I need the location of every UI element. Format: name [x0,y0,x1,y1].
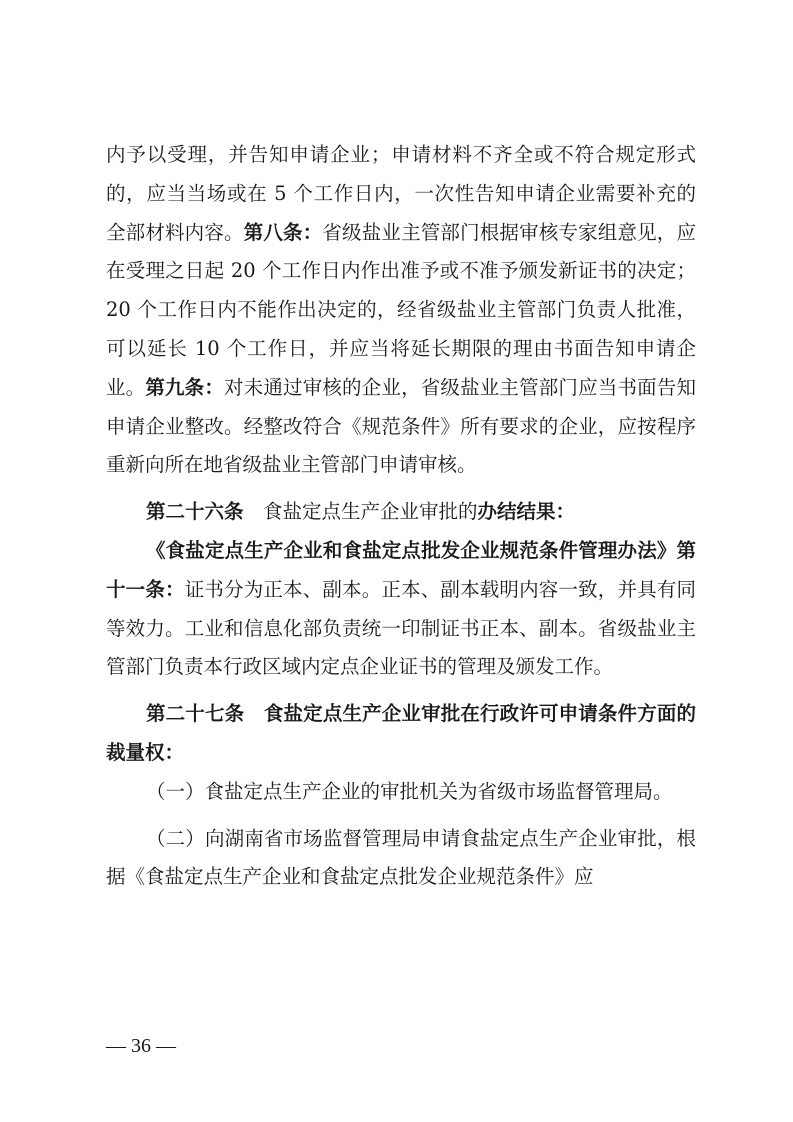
text-segment: 对未通过审核的企业，省级盐业主管部门应当书面告知申请企业整改。经整改符合《规范条件》所有要求的企业，应按程序重新向所在地省级盐业主管部门申请审核。 [106,375,696,477]
text-segment: 证书分为正本、副本。正本、副本载明内容一致，并具有同等效力。工业和信息化部负责统一印制证书正本、副本。省级盐业主管部门负责本行政区域内定点企业证书的管理及颁发工作。 [106,577,696,679]
article-heading: 第二十六条 [146,500,244,524]
text-segment: （一）食盐定点生产企业的审批机关为省级市场监督管理局。 [146,779,673,803]
paragraph-item-2 [106,820,696,898]
text-segment: 内予以受理，并告知申请企业；申请材料不齐全或不符合规定形式的，应当当场或在 5 个工作日内，一次性告知申请企业需要补充的全部材料内容。 [106,143,696,244]
paragraph-article-27 [106,695,696,773]
paragraph-article-11 [106,532,696,687]
article-heading: 第九条： [145,375,225,399]
text-segment: 省级盐业主管部门根据审核专家组意见，应在受理之日起 20 个工作日内作出准予或不准予颁发新证书的决定；20 个工作日内不能作出决定的，经省级盐业主管部门负责人批准，可以延长 10 个工作日，并应当将延长期限的理由书面告知申请企业。 [106,220,696,399]
article-heading: 第二十七条 食盐定点生产企业审批在行政许可申请条件方面的裁量权： [106,702,696,764]
text-segment: （二）向湖南省市场监督管理局申请食盐定点生产企业审批，根据《食盐定点生产企业和食盐定点批发企业规范条件》应 [106,826,696,889]
paragraph-item-1 [106,773,696,812]
text-segment: 食盐定点生产企业审批的 [243,500,478,524]
paragraph-article-26 [106,493,696,532]
page-number: — 36 — [106,1035,176,1057]
article-heading: 办结结果： [477,500,576,524]
paragraph-article-8-9 [106,136,696,485]
document-body [106,136,696,897]
article-heading: 《食盐定点生产企业和食盐定点批发企业规范条件管理办法》第十一条： [106,538,696,601]
article-heading: 第八条： [243,220,323,244]
